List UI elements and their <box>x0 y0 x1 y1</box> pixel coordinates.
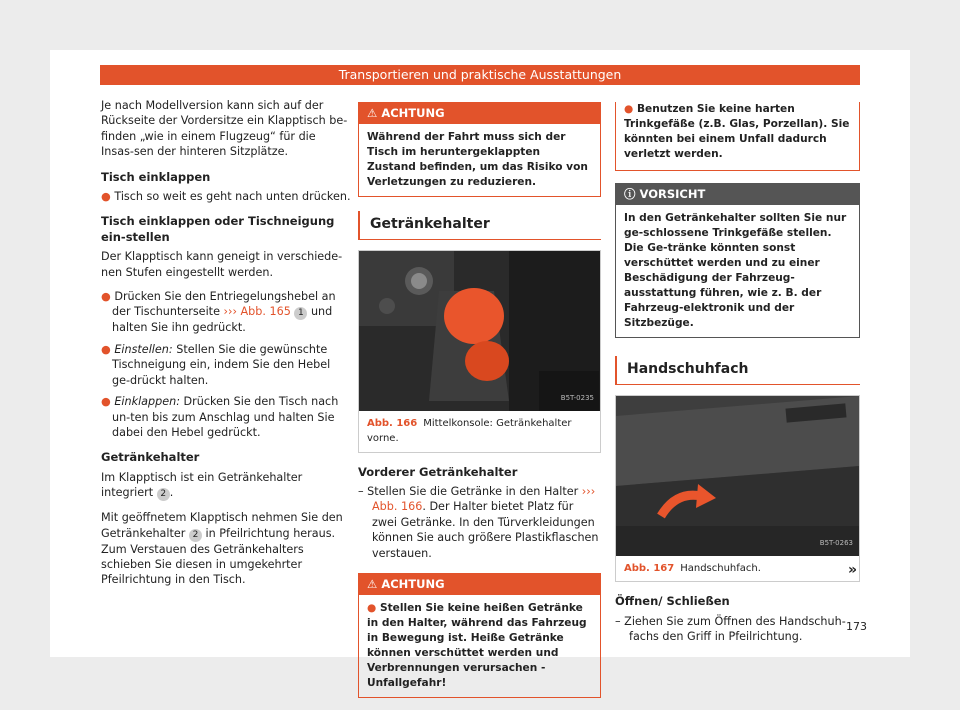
figure-166 <box>358 250 601 453</box>
tischneigung-text: Der Klapptisch kann geneigt in verschiede-nen Stufen eingestellt werden. <box>101 250 343 279</box>
figure-link[interactable]: ››› Abb. 165 <box>223 305 291 319</box>
heading-oeffnen-schliessen: Öffnen/ Schließen <box>615 594 730 609</box>
callout-number: 2 <box>157 488 170 501</box>
heading-tischneigung: Tisch einklappen oder Tischneigung ein-stellen <box>101 214 335 244</box>
warning-continuation: ● Benutzen Sie keine harten Trinkgefäße (z.B. Glas, Porzellan). Sie könnten bei einem Unfall dadurch verletzt werden. <box>615 102 860 171</box>
warning-icon: ⚠ <box>367 106 382 120</box>
section-title-getraenkehalter: Getränkehalter <box>358 211 601 239</box>
caution-box <box>615 183 860 338</box>
bullet-icon: ● <box>101 190 115 204</box>
warning-header: ⚠ ACHTUNG <box>359 103 600 124</box>
heading-getraenkehalter: Getränkehalter <box>101 450 200 465</box>
center-console-illustration <box>359 251 600 411</box>
caution-text: In den Getränkehalter sollten Sie nur ge-schlossene Trinkgefäße stellen. Die Ge-tränke könnten sonst verschüttet werden und zu einer Beschädigung der Fahrzeug-ausstattung führen, wie z. B. der Fahrzeug-elektronik und der Sitzbezüge. <box>624 212 847 330</box>
warning-text: ● Stellen Sie keine heißen Getränke in den Halter, während das Fahrzeug in Bewegung ist. Heiße Getränke können verschüttet werden und Verbrennungen verursachen - Unfallgefahr! <box>367 602 587 690</box>
getraenkehalter-usage-text: Mit geöffnetem Klapptisch nehmen Sie den Getränkehalter 2 in Pfeilrichtung heraus. Zum Verstauen des Getränkehalters schieben Sie diesen in umgekehrter Pfeilrichtung in den Tisch. <box>101 511 343 587</box>
warning-text: Während der Fahrt muss sich der Tisch im heruntergeklappten Zustand befinden, um das Risiko von Verletzungen zu reduzieren. <box>367 131 588 189</box>
column-1 <box>101 98 351 597</box>
instruction-item: – Ziehen Sie zum Öffnen des Handschuh-fachs den Griff in Pfeilrichtung. <box>615 614 846 644</box>
bullet-icon: ● <box>101 290 115 304</box>
column-2 <box>358 102 601 710</box>
column-3 <box>615 102 860 650</box>
figure-167 <box>615 395 860 582</box>
bullet-icon: ● <box>367 602 380 615</box>
figure-caption: Abb. 167 Handschuhfach. <box>616 556 859 581</box>
figure-caption: Abb. 166 Mittelkonsole: Getränkehalter vorne. <box>359 411 600 452</box>
glovebox-illustration <box>616 396 859 556</box>
bullet-icon: ● <box>101 395 115 409</box>
bullet-icon: ● <box>101 342 115 356</box>
bullet-item: ● Drücken Sie den Entriegelungshebel an der Tischunterseite ››› Abb. 165 1 und halten Sie ihn gedrückt. <box>101 290 336 335</box>
callout-number: 2 <box>189 529 202 542</box>
page-number: 173 <box>846 620 867 633</box>
callout-number: 1 <box>294 307 307 320</box>
bullet-item: ● Einstellen: Stellen Sie die gewünschte Tischneigung ein, indem Sie den Hebel ge-drückt halten. <box>101 342 331 387</box>
glovebox-image <box>616 396 859 556</box>
warning-box <box>358 102 601 197</box>
warning-icon: ⚠ <box>367 577 382 592</box>
warning-box <box>358 573 601 698</box>
heading-tisch-einklappen: Tisch einklappen <box>101 169 211 184</box>
bullet-icon: ● <box>624 103 637 115</box>
caution-header: ⓘ VORSICHT <box>616 184 859 205</box>
figure-code: B5T-0263 <box>819 539 853 548</box>
instruction-item: – Stellen Sie die Getränke in den Halter ››› Abb. 166. Der Halter bietet Platz für zwei Getränke. In den Türverkleidungen können Sie auch größere Plastikflaschen verstauen. <box>358 485 599 560</box>
warning-header: ⚠ ACHTUNG <box>359 574 600 595</box>
caution-icon: ⓘ <box>624 187 640 201</box>
continue-mark: » <box>848 562 858 578</box>
section-title-handschuhfach: Handschuhfach <box>615 356 860 384</box>
getraenkehalter-text: Im Klapptisch ist ein Getränkehalter integriert 2 . <box>101 470 303 500</box>
bullet-item: ● Tisch so weit es geht nach unten drücken. <box>101 190 351 204</box>
intro-text: Je nach Modellversion kann sich auf der Rückseite der Vordersitze ein Klapptisch be-finden „wie in einem Flugzeug“ für die Insas-sen der hinteren Sitzplätze. <box>101 99 348 159</box>
bullet-item: ● Einklappen: Drücken Sie den Tisch nach un-ten bis zum Anschlag und halten Sie dabei den Hebel gedrückt. <box>101 395 339 439</box>
center-console-image <box>359 251 600 411</box>
figure-code: B5T-0235 <box>560 394 594 403</box>
page-header: Transportieren und praktische Ausstattungen <box>100 65 860 85</box>
heading-vorderer-getraenkehalter: Vorderer Getränkehalter <box>358 464 518 479</box>
figure-link[interactable]: ››› Abb. 166 <box>372 485 596 514</box>
